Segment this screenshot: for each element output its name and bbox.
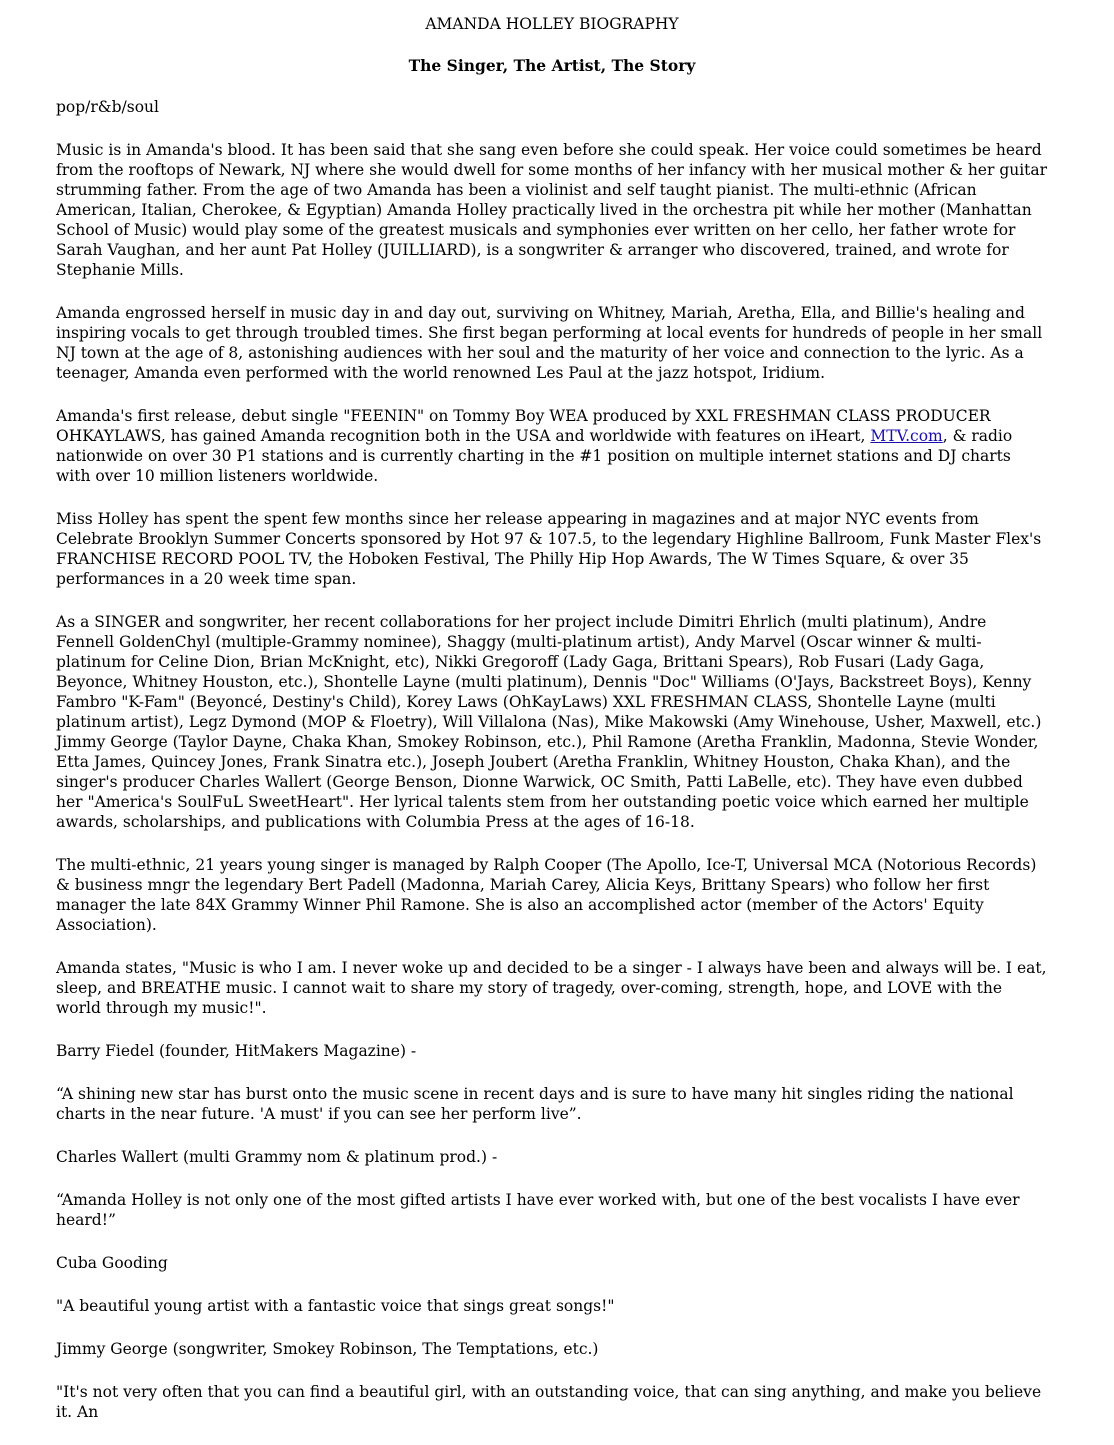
paragraph-management: The multi-ethnic, 21 years young singer is managed by Ralph Cooper (The Apollo, Ice-T, Universal MCA (Notorious Records) & business mngr the legendary Bert Padell (Madonna, Mariah Carey, Alicia Keys, Brittany Spears) who follow her first manager the late 84X Grammy Winner Phil Ramone. She is also an accomplished actor (member of the Actors' Equity Association). <box>56 856 1037 934</box>
paragraph-collaborations: As a SINGER and songwriter, her recent collaborations for her project include Dimitri Ehrlich (multi platinum), Andre Fennell GoldenChyl (multiple-Grammy nominee), Shaggy (multi-platinum artist), Andy Marvel (Oscar winner & multi-platinum for Celine Dion, Brian McKnight, etc), Nikki Gregoroff (Lady Gaga, Brittani Spears), Rob Fusari (Lady Gaga, Beyonce, Whitney Houston, etc.), Shontelle Layne (multi platinum), Dennis "Doc" Williams (O'Jays, Backstreet Boys), Kenny Fambro "K-Fam" (Beyoncé, Destiny's Child), Korey Laws (OhKayLaws) XXL FRESHMAN CLASS, Shontelle Layne (multi platinum artist), Legz Dymond (MOP & Floetry), Will Villalona (Nas), Mike Makowski (Amy Winehouse, Usher, Maxwell, etc.) Jimmy George (Taylor Dayne, Chaka Khan, Smokey Robinson, etc.), Phil Ramone (Aretha Franklin, Madonna, Stevie Wonder, Etta James, Quincey Jones, Frank Sinatra etc.), Joseph Joubert (Aretha Franklin, Whitney Houston, Chaka Khan), and the singer's producer Charles Wallert (George Benson, Dionne Warwick, OC Smith, Patti LaBelle, etc). They have even dubbed her "America's SoulFuL SweetHeart". Her lyrical talents stem from her outstanding poetic voice which earned her multiple awards, scholarships, and publications with Columbia Press at the ages of 16-18. <box>56 613 1042 831</box>
quote-author-charles-wallert: Charles Wallert (multi Grammy nom & platinum prod.) - <box>56 1148 498 1166</box>
document-body <box>56 14 1048 1445</box>
document-subtitle: The Singer, The Artist, The Story <box>408 56 696 75</box>
paragraph-first-release <box>56 406 1048 486</box>
quote-author-jimmy-george: Jimmy George (songwriter, Smokey Robinson, The Temptations, etc.) <box>56 1340 599 1358</box>
paragraph-early-life: Music is in Amanda's blood. It has been said that she sang even before she could speak. Her voice could sometimes be heard from the rooftops of Newark, NJ where she would dwell for some months of her infancy with her musical mother & her guitar strumming father. From the age of two Amanda has been a violinist and self taught pianist. The multi-ethnic (African American, Italian, Cherokee, & Egyptian) Amanda Holley practically lived in the orchestra pit while her mother (Manhattan School of Music) would play some of the greatest musicals and symphonies ever written on her cello, her father wrote for Sarah Vaughan, and her aunt Pat Holley (JUILLIARD), is a songwriter & arranger who discovered, trained, and wrote for Stephanie Mills. <box>56 141 1048 279</box>
quote-text-jimmy-george: "It's not very often that you can find a beautiful girl, with an outstanding voice, that can sing anything, and make you believe it. An <box>56 1383 1042 1421</box>
document-title: AMANDA HOLLEY BIOGRAPHY <box>425 15 679 33</box>
quote-text-cuba-gooding: "A beautiful young artist with a fantastic voice that sings great songs!" <box>56 1297 615 1315</box>
quote-author-cuba-gooding: Cuba Gooding <box>56 1254 168 1272</box>
quote-author-barry-fiedel: Barry Fiedel (founder, HitMakers Magazine) - <box>56 1042 417 1060</box>
quote-text-barry-fiedel: “A shining new star has burst onto the music scene in recent days and is sure to have many hit singles riding the national charts in the near future. 'A must' if you can see her perform live”. <box>56 1085 1014 1123</box>
paragraph-events: Miss Holley has spent the spent few months since her release appearing in magazines and at major NYC events from Celebrate Brooklyn Summer Concerts sponsored by Hot 97 & 107.5, to the legendary Highline Ballroom, Funk Master Flex's FRANCHISE RECORD POOL TV, the Hoboken Festival, The Philly Hip Hop Awards, The W Times Square, & over 35 performances in a 20 week time span. <box>56 510 1042 588</box>
paragraph-first-release-text-a: Amanda's first release, debut single "FEENIN" on Tommy Boy WEA produced by XXL FRESHMAN CLASS PRODUCER OHKAYLAWS, has gained Amanda recognition both in the USA and worldwide with features on iHeart, <box>56 407 991 445</box>
quote-text-charles-wallert: “Amanda Holley is not only one of the most gifted artists I have ever worked with, but one of the best vocalists I have ever heard!” <box>56 1191 1020 1229</box>
paragraph-quote-amanda: Amanda states, "Music is who I am. I never woke up and decided to be a singer - I always have been and always will be. I eat, sleep, and BREATHE music. I cannot wait to share my story of tragedy, over-coming, strength, hope, and LOVE with the world through my music!". <box>56 959 1047 1017</box>
paragraph-influences: Amanda engrossed herself in music day in and day out, surviving on Whitney, Mariah, Aretha, Ella, and Billie's healing and inspiring vocals to get through troubled times. She first began performing at local events for hundreds of people in her small NJ town at the age of 8, astonishing audiences with her soul and the maturity of her voice and connection to the lyric. As a teenager, Amanda even performed with the world renowned Les Paul at the jazz hotspot, Iridium. <box>56 304 1043 382</box>
paragraph-first-release-text-b: , & radio nationwide on over 30 P1 stations and is currently charting in the #1 position on multiple internet stations and DJ charts with over 10 million listeners worldwide. <box>56 427 1013 485</box>
mtv-link[interactable]: MTV.com <box>870 427 943 445</box>
genre-line: pop/r&b/soul <box>56 98 159 116</box>
